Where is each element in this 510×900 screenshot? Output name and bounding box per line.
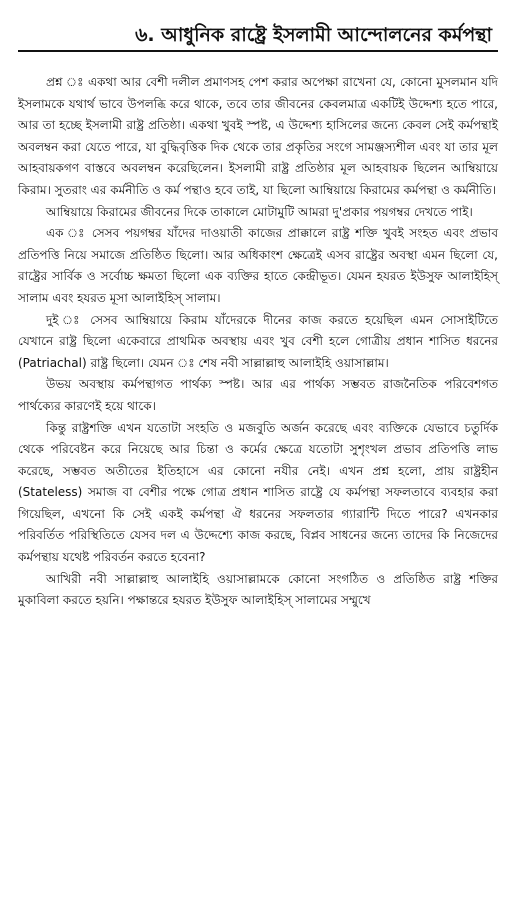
title-underline (18, 50, 498, 52)
chapter-title: ৬. আধুনিক রাষ্ট্রে ইসলামী আন্দোলনের কর্মপন্থা (135, 24, 492, 46)
paragraph-type-two: দুই ঃ সেসব আম্বিয়ায়ে কিরাম যাঁদেরকে দীনের কাজ করতে হয়েছিল এমন সোসাইটিতে যেখানে রাষ্ট্র ছিলো একেবারে প্রাথমিক অবস্থায় এবং খুব বেশী হলে গোত্রীয় প্রধান শাসিত ধরনের (Patriachal) রাষ্ট্র ছিলো। যেমন ঃ শেষ নবী সাল্লাল্লাহু আলাইহি ওয়াসাল্লাম। (18, 312, 498, 370)
paragraph-state-power: কিন্তু রাষ্ট্রশক্তি এখন যতোটা সংহতি ও মজবুতি অর্জন করেছে এবং ব্যক্তিকে যেভাবে চতুর্দিক থেকে পরিবেষ্টন করে নিয়েছে আর চিন্তা ও কর্মের ক্ষেত্রে যতোটা সুশৃংখল প্রভাব প্রতিপত্তি লাভ করেছে, সম্ভবত অতীতের ইতিহাসে এর কোনো নযীর নেই। এখন প্রশ্ন হলো, প্রায় রাষ্ট্রহীন (Stateless) সমাজ বা বেশীর পক্ষে গোত্র প্রধান শাসিত রাষ্ট্রে যে কর্মপন্থা সফলতাবে ব্যবহার করা গিয়েছিল, এখনো কি সেই একই কর্মপন্থা ঐ ধরনের সফলতার গ্যারান্টি দিতে পারে? এখনকার পরিবর্তিত পরিস্থিতিতে যেসব দল এ উদ্দেশ্যে কাজ করছে, বিপ্লব সাধনের জন্যে তাদের কি নিজেদের কর্মপন্থায় যথেষ্ট পরিবর্তন করতে হবেনা? (18, 420, 498, 565)
paragraph-question: প্রশ্ন ঃ একথা আর বেশী দলীল প্রমাণসহ পেশ করার অপেক্ষা রাখেনা যে, কোনো মুসলমান যদি ইসলামকে যথার্থ ভাবে উপলব্ধি করে থাকে, তবে তার জীবনের কেবলমাত্র একটিই উদ্দেশ্য হতে পারে, আর তা হচ্ছে ইসলামী রাষ্ট্র প্রতিষ্ঠা। একথা খুবই স্পষ্ট, এ উদ্দেশ্য হাসিলের জন্যে কেবল সেই কর্মপন্থাই অবলম্বন করা যেতে পারে, যা বুদ্ধিবৃত্তিক দিক থেকে তার প্রকৃতির সংগে সামঞ্জস্যশীল এবং যা তার মূল আহবায়কগণ বাস্তবে অবলম্বন করেছিলেন। ইসলামী রাষ্ট্র প্রতিষ্ঠার মূল আহবায়ক ছিলেন আম্বিয়ায়ে কিরাম। সুতরাং এর কর্মনীতি ও কর্ম পন্থাও হবে তাই, যা ছিলো আম্বিয়ায়ে কিরামের কর্মপন্থা ও কর্মনীতি। (18, 75, 498, 197)
body-text (18, 72, 498, 612)
paragraph-last-prophet: আখিরী নবী সাল্লাল্লাহু আলাইহি ওয়াসাল্লামকে কোনো সংগঠিত ও প্রতিষ্ঠিত রাষ্ট্র শক্তির মুকাবিলা করতে হয়নি। পক্ষান্তরে হযরত ইউসুফ আলাইহিস্ সালামের সম্মুখে (18, 571, 498, 608)
paragraph-type-one: এক ঃ সেসব পয়গম্বর যাঁদের দাওয়াতী কাজের প্রাক্কালে রাষ্ট্র শক্তি খুবই সংহত এবং প্রভাব প্রতিপত্তি নিয়ে সমাজে প্রতিষ্ঠিত ছিলো। আর অধিকাংশ ক্ষেত্রেই এসব রাষ্ট্রের অবস্থা এমন ছিলো যে, রাষ্ট্রের সার্বিক ও সর্বোচ্চ ক্ষমতা ছিলো এক ব্যক্তির হাতে কেন্দ্রীভূত। যেমন হযরত ইউসুফ আলাইহিস্ সালাম এবং হযরত মূসা আলাইহিস্ সালাম। (18, 226, 498, 305)
paragraph-difference: উভয় অবস্থায় কর্মপন্থাগত পার্থক্য স্পষ্ট। আর এর পার্থক্য সম্ভবত রাজনৈতিক পরিবেশগত পার্থক্যের কারণেই হয়ে থাকে। (18, 377, 498, 413)
paragraph-two-types: আম্বিয়ায়ে কিরামের জীবনের দিকে তাকালে মোটামুটি আমরা দু'প্রকার পয়গম্বর দেখতে পাই। (46, 204, 473, 219)
